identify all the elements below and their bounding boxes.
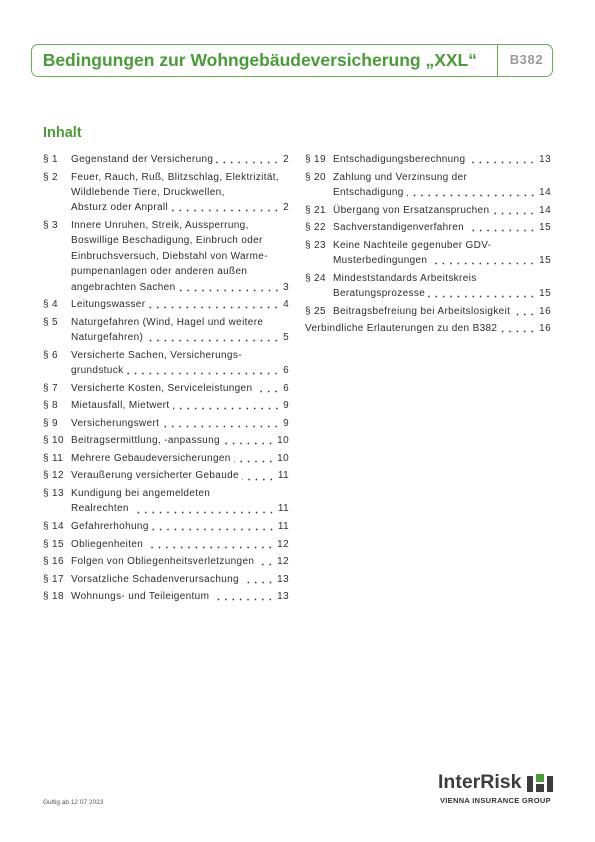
- toc-entry-number: § 22: [305, 222, 326, 234]
- toc-entry-text: Gefahrerhohung: [71, 521, 149, 533]
- toc-page-number: 5: [283, 332, 289, 344]
- toc-entry-number: § 5: [43, 316, 58, 328]
- toc-entry-line: [71, 363, 289, 378]
- toc-entry-line: [71, 264, 289, 279]
- interrisk-mark-icon: [527, 774, 553, 792]
- toc-entry-line: [71, 451, 289, 466]
- toc-entry-line: [333, 185, 551, 200]
- toc-entry-title: [71, 381, 289, 396]
- toc-entry-text: Einbruchsversuch, Diebstahl von Warme-: [71, 250, 268, 262]
- toc-page-number: 15: [539, 288, 551, 300]
- toc-page-number: 10: [277, 435, 289, 447]
- company-logo: [436, 769, 554, 809]
- toc-entry-line: [71, 170, 289, 185]
- toc-entry-line: [333, 304, 551, 319]
- toc-page-number: 11: [277, 470, 289, 482]
- toc-entry-text: Übergang von Ersatzanspruchen: [333, 204, 490, 216]
- toc-page-number: 16: [539, 323, 551, 335]
- toc-entry-text: Veraußerung versicherter Gebaude: [71, 470, 239, 482]
- toc-entry-number: § 14: [43, 521, 64, 533]
- dot-leader: [513, 304, 536, 319]
- toc-entry-line: [333, 170, 551, 185]
- toc-entry-number: § 11: [43, 452, 64, 464]
- toc-page-number: 15: [539, 222, 551, 234]
- toc-entry-number: § 20: [305, 171, 326, 183]
- toc-entry-number: § 24: [305, 272, 326, 284]
- toc-entry-text: Keine Nachteile gegenuber GDV-: [333, 239, 492, 251]
- toc-entry[interactable]: [43, 315, 289, 346]
- toc-entry-line: [71, 249, 289, 264]
- toc-entry[interactable]: [305, 271, 551, 302]
- toc-page-number: 4: [283, 299, 289, 311]
- toc-entry-number: § 2: [43, 171, 58, 183]
- toc-page-number: 12: [277, 538, 289, 550]
- dot-leader: [216, 152, 280, 167]
- toc-entry[interactable]: [43, 451, 289, 466]
- toc-entry-text: Beitragsermittlung, -anpassung: [71, 435, 220, 447]
- dot-leader: [152, 519, 275, 534]
- toc-entry-text: Entschadigung: [333, 186, 404, 198]
- toc-entry-title: [333, 203, 551, 218]
- toc-page-number: 3: [283, 281, 289, 293]
- dot-leader: [126, 363, 280, 378]
- dot-leader: [146, 537, 274, 552]
- toc-entry-title: [71, 348, 289, 379]
- toc-entry-title: [333, 152, 551, 167]
- toc-entry-text: Gegenstand der Versicherung: [71, 154, 214, 165]
- toc-page-number: 10: [277, 452, 289, 464]
- toc-column-right: [305, 152, 551, 339]
- toc-entry-line: [71, 381, 289, 396]
- toc-entry-title: [333, 220, 551, 235]
- dot-leader: [467, 220, 536, 235]
- document-title: Bedingungen zur Wohngebäudeversicherung „XXL“: [42, 50, 477, 70]
- dot-leader: [242, 468, 275, 483]
- toc-entry-number: § 9: [43, 417, 58, 429]
- toc-entry-title: [333, 271, 551, 302]
- toc-entry-line: [333, 203, 551, 218]
- toc-entry[interactable]: [43, 381, 289, 396]
- toc-entry-line: [333, 238, 551, 253]
- toc-entry-text: Kundigung bei angemeldeten: [71, 488, 211, 500]
- dot-leader: [223, 433, 274, 448]
- toc-entry[interactable]: [305, 304, 551, 319]
- toc-entry-title: [71, 554, 289, 569]
- toc-entry-line: [333, 286, 551, 301]
- toc-entry-text: Boswillige Beschadigung, Einbruch oder: [71, 235, 263, 247]
- toc-entry-text: Absturz oder Anprall: [71, 202, 169, 214]
- toc-entry-line: [333, 220, 551, 235]
- logo-tagline: VIENNA INSURANCE GROUP: [440, 796, 551, 805]
- toc-entry-line: [71, 348, 289, 363]
- toc-entry-text: Entschadigungsberechnung: [333, 154, 466, 165]
- toc-page-number: 16: [539, 305, 551, 317]
- toc-entry[interactable]: [43, 297, 289, 312]
- toc-entry[interactable]: [43, 589, 289, 604]
- toc-entry[interactable]: [305, 238, 551, 269]
- toc-entry-text: Sachverstandigenverfahren: [333, 222, 465, 234]
- toc-entry-text: Feuer, Rauch, Ruß, Blitzschlag, Elektrizität,: [71, 171, 280, 183]
- toc-entry-line: [71, 297, 289, 312]
- header-box: [31, 44, 553, 77]
- toc-entry-text: Leitungswasser: [71, 299, 146, 311]
- toc-entry-line: [71, 315, 289, 330]
- logo-wordmark: InterRisk: [438, 771, 522, 793]
- dot-leader: [173, 398, 281, 413]
- toc-entry-title: [71, 451, 289, 466]
- toc-entry-text: Wildlebende Tiere, Druckwellen,: [71, 186, 225, 198]
- toc-entry[interactable]: [43, 170, 289, 216]
- toc-entry-title: [71, 589, 289, 604]
- toc-entry[interactable]: [43, 152, 289, 167]
- dot-leader: [234, 451, 274, 466]
- toc-entry[interactable]: [43, 519, 289, 534]
- toc-entry[interactable]: [43, 554, 289, 569]
- toc-entry[interactable]: [43, 572, 289, 587]
- toc-entry-line: [71, 501, 289, 516]
- toc-entry-line: [71, 589, 289, 604]
- toc-entry-line: [71, 572, 289, 587]
- toc-entry-text: Verbindliche Erlauterungen zu den B382: [305, 323, 498, 335]
- toc-entry-title: [71, 152, 289, 167]
- toc-entry-text: grundstuck: [71, 365, 124, 377]
- toc-entry-text: Folgen von Obliegenheitsverletzungen: [71, 556, 255, 568]
- toc-page-number: 11: [277, 503, 289, 515]
- toc-entry-line: [71, 554, 289, 569]
- toc-entry-text: angebrachten Sachen: [71, 281, 176, 293]
- toc-entry-number: § 10: [43, 435, 64, 447]
- toc-entry-text: Beitragsbefreiung bei Arbeitslosigkeit: [333, 305, 511, 317]
- toc-entry-number: § 21: [305, 204, 326, 216]
- dot-leader: [255, 381, 280, 396]
- toc-entry[interactable]: [43, 433, 289, 448]
- toc-entry-line: [71, 280, 289, 295]
- toc-entry-title: [71, 572, 289, 587]
- dot-leader: [500, 321, 536, 336]
- toc-page-number: 6: [283, 382, 289, 394]
- toc-entry-line: [71, 233, 289, 248]
- toc-entry-number: § 25: [305, 305, 326, 317]
- toc-entry-line: [71, 486, 289, 501]
- dot-leader: [407, 185, 536, 200]
- toc-entry[interactable]: [43, 348, 289, 379]
- toc-entry[interactable]: [305, 220, 551, 235]
- toc-page-number: 14: [539, 204, 551, 216]
- dot-leader: [468, 152, 536, 167]
- dot-leader: [257, 554, 274, 569]
- toc-entry-line: [71, 330, 289, 345]
- toc-entry-title: [71, 218, 289, 295]
- toc-entry-text: Vorsatzliche Schadenverursachung: [71, 573, 239, 585]
- toc-page-number: 12: [277, 556, 289, 568]
- toc-entry[interactable]: [43, 468, 289, 483]
- dot-leader: [242, 572, 274, 587]
- toc-entry-text: Realrechten: [71, 503, 129, 515]
- toc-entry[interactable]: [305, 203, 551, 218]
- toc-entry[interactable]: [305, 321, 551, 336]
- toc-entry-number: § 12: [43, 470, 64, 482]
- toc-page-number: 13: [277, 573, 289, 585]
- toc-page-number: 9: [283, 400, 289, 412]
- toc-entry-text: pumpenanlagen oder anderen außen: [71, 266, 248, 278]
- toc-entry-number: § 16: [43, 556, 64, 568]
- toc-column-left: [43, 152, 289, 607]
- toc-entry-number: § 13: [43, 488, 64, 500]
- toc-entry-text: Versicherte Kosten, Serviceleistungen: [71, 382, 253, 394]
- toc-page-number: 14: [539, 186, 551, 198]
- validity-date: Gultig ab 12 07 2023: [43, 799, 104, 806]
- toc-entry-text: Mehrere Gebaudeversicherungen: [71, 452, 231, 464]
- toc-page-number: 2: [283, 154, 289, 165]
- toc-entry-number: § 4: [43, 299, 58, 311]
- toc-page-number: 9: [283, 417, 289, 429]
- toc-entry-title: [71, 297, 289, 312]
- dot-leader: [428, 286, 536, 301]
- toc-entry-text: Musterbedingungen: [333, 255, 428, 267]
- toc-entry-text: Naturgefahren): [71, 332, 144, 344]
- toc-entry-title: [71, 170, 289, 216]
- toc-entry-title: [333, 304, 551, 319]
- toc-entry[interactable]: [43, 416, 289, 431]
- toc-page-number: 13: [539, 154, 551, 165]
- dot-leader: [146, 330, 280, 345]
- toc-entry-number: § 7: [43, 382, 58, 394]
- toc-entry-number: § 3: [43, 219, 58, 231]
- toc-page-number: 15: [539, 255, 551, 267]
- toc-entry-title: [305, 321, 551, 336]
- document-code: B382: [509, 52, 544, 67]
- toc-entry-text: Obliegenheiten: [71, 538, 144, 550]
- toc-entry-line: [333, 253, 551, 268]
- dot-leader: [430, 253, 536, 268]
- dot-leader: [132, 501, 275, 516]
- toc-entry-title: [333, 238, 551, 269]
- toc-entry[interactable]: [43, 218, 289, 295]
- header-divider: [497, 45, 498, 76]
- toc-entry-line: [333, 271, 551, 286]
- toc-entry-line: [71, 416, 289, 431]
- dot-leader: [148, 297, 280, 312]
- toc-page-number: 6: [283, 365, 289, 377]
- toc-entry-title: [333, 170, 551, 201]
- toc-entry-line: [71, 537, 289, 552]
- toc-entry-text: Versicherungswert: [71, 417, 160, 429]
- toc-entry[interactable]: [43, 486, 289, 517]
- toc-entry-text: Beratungsprozesse: [333, 288, 426, 300]
- toc-entry-line: [71, 519, 289, 534]
- toc-entry-line: [71, 152, 289, 167]
- toc-entry-line: [71, 218, 289, 233]
- toc-entry-line: [71, 200, 289, 215]
- toc-entry-title: [71, 519, 289, 534]
- toc-entry-text: Zahlung und Verzinsung der: [333, 171, 468, 183]
- toc-entry-line: [333, 152, 551, 167]
- dot-leader: [492, 203, 536, 218]
- toc-entry[interactable]: [305, 152, 551, 167]
- toc-entry-line: [71, 185, 289, 200]
- toc-entry-title: [71, 416, 289, 431]
- toc-entry-number: § 17: [43, 573, 64, 585]
- toc-entry-number: § 15: [43, 538, 64, 550]
- toc-entry-title: [71, 486, 289, 517]
- toc-entry-text: Mietausfall, Mietwert: [71, 400, 170, 412]
- toc-entry-number: § 8: [43, 400, 58, 412]
- toc-entry-text: Wohnungs- und Teileigentum: [71, 591, 210, 603]
- toc-entry-title: [71, 468, 289, 483]
- toc-entry-title: [71, 537, 289, 552]
- toc-entry-number: § 23: [305, 239, 326, 251]
- toc-entry[interactable]: [43, 537, 289, 552]
- toc-entry-text: Versicherte Sachen, Versicherungs-: [71, 349, 242, 361]
- toc-entry-title: [71, 398, 289, 413]
- toc-entry-line: [71, 398, 289, 413]
- toc-entry-number: § 6: [43, 349, 58, 361]
- toc-entry-text: Mindeststandards Arbeitskreis: [333, 272, 477, 284]
- toc-entry-text: Innere Unruhen, Streik, Aussperrung,: [71, 219, 249, 231]
- toc-entry-number: § 19: [305, 154, 326, 165]
- toc-heading: Inhalt: [43, 125, 82, 141]
- dot-leader: [212, 589, 274, 604]
- dot-leader: [162, 416, 280, 431]
- toc-entry-text: Naturgefahren (Wind, Hagel und weitere: [71, 316, 264, 328]
- toc-entry[interactable]: [43, 398, 289, 413]
- toc-page-number: 13: [277, 591, 289, 603]
- toc-page-number: 11: [277, 521, 289, 533]
- toc-page-number: 2: [283, 202, 289, 214]
- toc-entry-line: [305, 321, 551, 336]
- toc-entry-number: § 18: [43, 591, 64, 603]
- toc-entry-number: § 1: [43, 154, 58, 165]
- toc-entry-title: [71, 315, 289, 346]
- dot-leader: [171, 200, 280, 215]
- dot-leader: [179, 280, 281, 295]
- toc-entry-line: [71, 433, 289, 448]
- toc-entry-title: [71, 433, 289, 448]
- toc-entry[interactable]: [305, 170, 551, 201]
- toc-entry-line: [71, 468, 289, 483]
